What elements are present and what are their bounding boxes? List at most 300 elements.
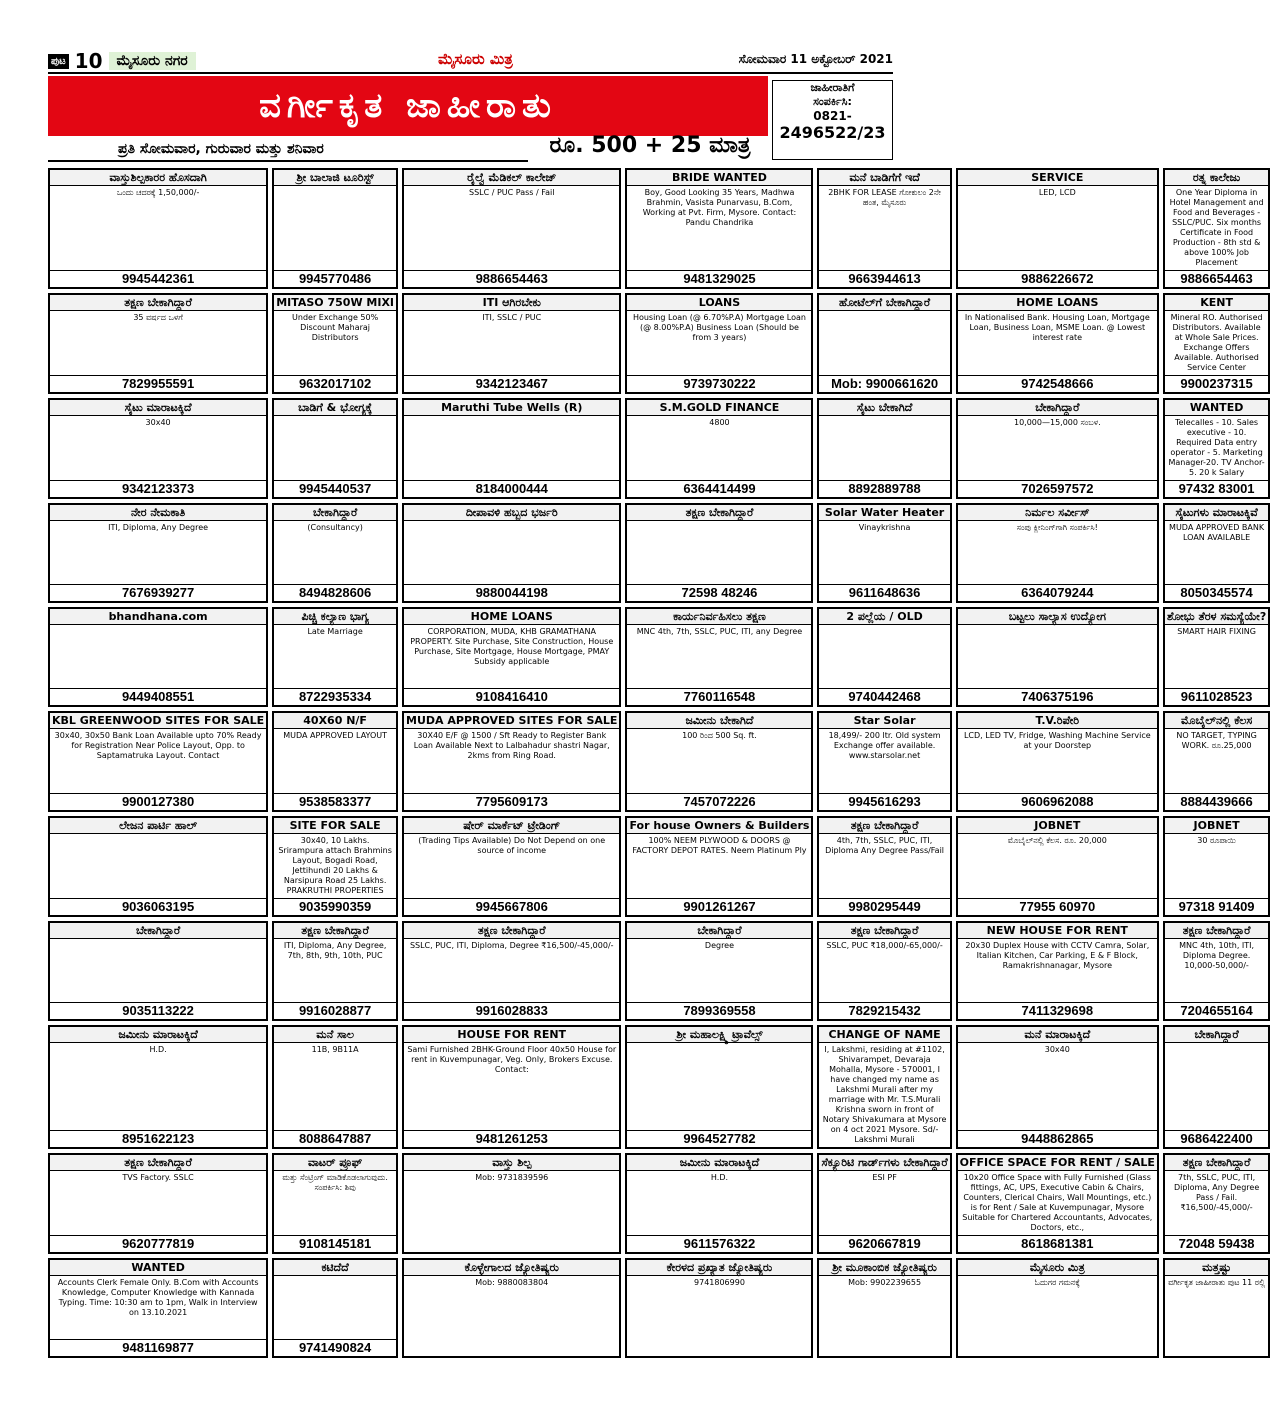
classified-ad — [817, 398, 951, 499]
ad-phone: 8184000444 — [404, 480, 619, 497]
ad-heading: ಮನೆ ಮಾರಾಟಕ್ಕಿದೆ — [958, 1027, 1157, 1043]
classified-ad — [817, 1025, 951, 1149]
ad-heading: ಕೇರಳದ ಪ್ರಖ್ಯಾತ ಜ್ಯೋತಿಷ್ಯರು — [627, 1260, 811, 1276]
ad-phone: 9916028833 — [404, 1002, 619, 1019]
ad-body — [50, 939, 266, 1002]
ad-phone: 9945616293 — [819, 793, 949, 810]
ad-heading: ನೇರ ನೇಮಕಾತಿ — [50, 505, 266, 521]
classified-ad — [402, 293, 621, 394]
ad-body: 30x40, 30x50 Bank Loan Available upto 70% Ready for Registration Near Police Layout, Opp. to Saptamatruka Layout. Contact — [54, 731, 262, 761]
ad-heading: SERVICE — [958, 170, 1157, 186]
classified-ad — [1163, 293, 1270, 394]
classified-ad — [272, 1258, 398, 1358]
ad-body — [627, 521, 811, 584]
ad-heading: HOME LOANS — [404, 609, 619, 625]
ad-heading: WANTED — [1165, 400, 1268, 416]
ad-heading: OFFICE SPACE FOR RENT / SALE — [959, 1155, 1155, 1169]
classified-ad — [956, 293, 1159, 394]
ad-heading: ಸೆಕ್ಯೂರಿಟಿ ಗಾರ್ಡ್‌ಗಳು ಬೇಕಾಗಿದ್ದಾರೆ — [821, 1155, 948, 1169]
ad-phone: 7829955591 — [50, 375, 266, 392]
ad-phone: 77955 60970 — [958, 898, 1157, 915]
ad-heading: ಬೇಕಾಗಿದ್ದಾರೆ — [50, 923, 266, 939]
ad-heading: ನಿರ್ಮಲ ಸರ್ವೀಸ್ — [958, 505, 1157, 521]
ad-heading: Maruthi Tube Wells (R) — [404, 400, 619, 416]
ad-heading: ಮೊಬೈಲ್‌ನಲ್ಲಿ ಕೆಲಸ — [1165, 713, 1268, 729]
classified-ad — [48, 1025, 268, 1149]
ad-phone: 9916028877 — [274, 1002, 396, 1019]
ad-phone: 9342123373 — [50, 480, 266, 497]
ad-body: Mineral RO. Authorised Distributors. Available at Whole Sale Prices. Exchange Offers Available. Authorised Service Center — [1170, 313, 1263, 372]
ad-phone: 9632017102 — [274, 375, 396, 392]
classified-ad — [1163, 1258, 1270, 1358]
ad-body: MNC 4th, 7th, SSLC, PUC, ITI, any Degree — [636, 627, 803, 637]
ad-price: ರೂ. 500 + 25 ಮಾತ್ರ — [549, 133, 751, 158]
classified-ad — [272, 607, 398, 707]
ad-body: MUDA APPROVED LAYOUT — [283, 731, 388, 741]
ad-heading: ಜಮೀನು ಬೇಕಾಗಿದೆ — [627, 713, 811, 729]
ad-phone: 9108416410 — [404, 688, 619, 705]
ad-phone: 9481169877 — [50, 1339, 266, 1356]
ad-body — [819, 625, 949, 688]
publication-frequency: ಪ್ರತಿ ಸೋಮವಾರ, ಗುರುವಾರ ಮತ್ತು ಶನಿವಾರ — [48, 136, 528, 162]
ad-body: 10,000—15,000 ಸಂಬಳ. — [1013, 418, 1101, 427]
contact-line-1: ಜಾಹೀರಾತಿಗೆ — [810, 81, 855, 94]
ad-phone: 9686422400 — [1165, 1130, 1268, 1147]
ad-heading: WANTED — [50, 1260, 266, 1276]
ad-heading: ರೈಲ್ವೆ ಮೆಡಿಕಲ್ ಕಾಲೇಜ್ — [404, 170, 619, 186]
ad-heading: Solar Water Heater — [819, 505, 949, 521]
ad-heading: ಮೈಸೂರು ಮಿತ್ರ — [958, 1260, 1157, 1276]
ad-body: LED, LCD — [1038, 188, 1076, 197]
classified-ad — [956, 168, 1159, 289]
ad-body — [404, 416, 619, 480]
classified-ad — [402, 1025, 621, 1149]
ad-heading: ಸೈಟುಗಳು ಮಾರಾಟಕ್ಕಿವೆ — [1165, 505, 1268, 521]
ad-heading: ತಕ್ಷಣ ಬೇಕಾಗಿದ್ದಾರೆ — [627, 505, 811, 521]
ad-heading: ಶೋಭು ತೆರಳ ಸಮಸ್ಯೆಯೇ? — [1166, 610, 1267, 624]
ad-body — [50, 625, 266, 688]
classified-ad — [625, 816, 813, 917]
ad-phone: 7760116548 — [627, 688, 811, 705]
ad-body: Mob: 9880083804 — [475, 1277, 549, 1287]
ad-heading: ತಕ್ಷಣ ಬೇಕಾಗಿದ್ದಾರೆ — [50, 1155, 266, 1171]
ad-heading: T.V.ರಿಪೇರಿ — [958, 713, 1157, 729]
classified-ad — [48, 1153, 268, 1254]
classified-ad — [48, 168, 268, 289]
ad-body: ಮತ್ತು ಸೆಂಟ್ರಿಂಗ್ ಮಾಡಿಕೊಡಲಾಗುವುದು. ಸಂಪರ್ಕಿಸಿ: ಶಿವು — [282, 1172, 388, 1192]
ad-phone: Mob: 9900661620 — [819, 375, 949, 392]
ad-phone: 8892889788 — [819, 480, 949, 497]
ad-body: Mob: 9902239655 — [848, 1277, 922, 1287]
classified-ad — [1163, 1153, 1270, 1254]
classified-ad — [402, 1153, 621, 1254]
ad-heading: ತಕ್ಷಣ ಬೇಕಾಗಿದ್ದಾರೆ — [819, 923, 949, 939]
classified-ad — [1163, 168, 1270, 289]
classified-ad — [272, 711, 398, 811]
classified-ad — [48, 1258, 268, 1358]
classified-ad — [625, 1025, 813, 1149]
classified-ad — [272, 1025, 398, 1149]
ad-heading: ಬೇಕಾಗಿದ್ದಾರೆ — [274, 505, 396, 521]
ad-heading: ತಕ್ಷಣ ಬೇಕಾಗಿದ್ದಾರೆ — [1165, 923, 1268, 939]
classified-ad — [956, 398, 1159, 499]
ad-phone: 7411329698 — [958, 1002, 1157, 1019]
ad-heading: BRIDE WANTED — [627, 170, 811, 186]
classified-ad — [625, 503, 813, 603]
classified-ad — [48, 503, 268, 603]
ad-body: SSLC / PUC Pass / Fail — [468, 188, 555, 197]
classified-ad — [1163, 607, 1270, 707]
ad-heading: KENT — [1165, 295, 1268, 311]
ad-phone: 9740442468 — [819, 688, 949, 705]
ad-phone: 9900127380 — [50, 793, 266, 810]
ad-heading: ತಕ್ಷಣ ಬೇಕಾಗಿದ್ದಾರೆ — [50, 295, 266, 311]
ad-phone: 9886654463 — [1165, 270, 1268, 287]
ad-body: 30x40, 10 Lakhs. Srirampura attach Brahmins Layout, Bogadi Road, Jettihundi 20 Lakhs & Narsipura Road 25 Lakhs. PRAKRUTHI PROPERTIES — [278, 835, 392, 895]
classified-ad — [625, 711, 813, 811]
classified-ad — [272, 921, 398, 1021]
ad-body: Late Marriage — [307, 627, 363, 637]
classified-ad — [1163, 503, 1270, 603]
ad-phone: 7829215432 — [819, 1002, 949, 1019]
ad-heading: ಬೇಕಾಗಿದ್ದಾರೆ — [1165, 1027, 1268, 1043]
ad-body: ಮೊಬೈಲ್‌ನಲ್ಲಿ ಕೆಲಸ. ರೂ. 20,000 — [1007, 835, 1107, 845]
classified-ad — [402, 398, 621, 499]
ad-body: 20x30 Duplex House with CCTV Camra, Solar, Italian Kitchen, Car Parking, E & F Block, Ramakrishnanagar, Mysore — [965, 940, 1150, 970]
classified-ad — [956, 711, 1159, 811]
ad-heading: ITI ಆಗಿರಬೇಕು — [404, 295, 619, 311]
ad-body: TVS Factory. SSLC — [122, 1172, 194, 1182]
classified-ad — [1163, 816, 1270, 917]
ad-heading: ಬೇಕಾಗಿದ್ದಾರೆ — [627, 923, 811, 939]
classified-ad — [402, 168, 621, 289]
ad-heading: ರತ್ನ ಕಾಲೇಜು — [1165, 170, 1268, 186]
ad-phone: 7795609173 — [404, 793, 619, 810]
ad-body: H.D. — [710, 1172, 729, 1182]
ad-body: 2BHK FOR LEASE ಗೋಕುಲಂ 2ನೇ ಹಂತ, ಮೈಸೂರು — [828, 188, 941, 207]
ad-body: Boy, Good Looking 35 Years, Madhwa Brahmin, Vasista Punarvasu, B.Com, Working at Pvt. Firm, Mysore. Contact: Pandu Chandrika — [642, 188, 797, 227]
ad-body: ITI, Diploma, Any Degree — [108, 523, 209, 532]
ad-body: MNC 4th, 10th, ITI, Diploma Degree. 10,000-50,000/- — [1179, 940, 1255, 970]
ad-body: 100% NEEM PLYWOOD & DOORS @ FACTORY DEPOT RATES. Neem Platinum Ply — [632, 835, 807, 855]
ad-phone: 7457072226 — [627, 793, 811, 810]
ad-heading: ಜಮೀನು ಮಾರಾಟಕ್ಕಿದೆ — [627, 1155, 811, 1171]
ad-heading: ಸೈಟು ಮಾರಾಟಕ್ಕಿದೆ — [50, 400, 266, 416]
ad-body: 11B, 9B11A — [311, 1044, 359, 1054]
ad-body: MUDA APPROVED BANK LOAN AVAILABLE — [1169, 523, 1265, 542]
ad-body: SSLC, PUC, ITI, Diploma, Degree ₹16,500/-45,000/- — [409, 940, 614, 950]
ad-body: 18,499/- 200 ltr. Old system Exchange offer available. www.starsolar.net — [828, 731, 941, 761]
classified-ad — [956, 503, 1159, 603]
classified-ad — [956, 1153, 1159, 1254]
ad-heading: ಲೇಜನ ಪಾರ್ಟಿ ಹಾಲ್ — [50, 818, 266, 834]
ad-body: 10x20 Office Space with Fully Furnished (Glass fittings, AC, UPS, Executive Cabin & Chairs, Counters, Clerical Chairs, Wall Mountings, etc.) is for Rent / Sale at Kuvempunagar, Mysore Suitable for Chartered Accountants, Advocates, Doctors, etc., — [962, 1172, 1153, 1232]
ad-heading: For house Owners & Builders — [629, 818, 810, 832]
classified-ad — [402, 921, 621, 1021]
classified-ad — [625, 607, 813, 707]
ad-heading: KBL GREENWOOD SITES FOR SALE — [52, 714, 265, 728]
classified-ad — [272, 398, 398, 499]
ad-body — [404, 521, 619, 584]
classified-ad — [48, 607, 268, 707]
ad-heading: ದೀಪಾವಳಿ ಹಬ್ಬದ ಭರ್ಜರಿ — [404, 505, 619, 521]
ad-heading: MITASO 750W MIXI — [276, 296, 395, 309]
ad-phone: 9481329025 — [627, 270, 811, 287]
ad-heading: ತಕ್ಷಣ ಬೇಕಾಗಿದ್ದಾರೆ — [404, 923, 619, 939]
ad-body: 30X40 E/F @ 1500 / Sft Ready to Register Bank Loan Available Next to Lalbahadur shastri Nagar, 2kms from Ring Road. — [413, 731, 610, 761]
ad-body: Accounts Clerk Female Only. B.Com with Accounts Knowledge, Computer Knowledge with Kannada Typing. Time: 10:30 am to 1pm, Walk in Interview on 13.10.2021 — [57, 1277, 259, 1317]
classified-ad — [956, 1258, 1159, 1358]
ad-heading: 40X60 N/F — [274, 713, 396, 729]
ad-body: NO TARGET, TYPING WORK. ರೂ.25,000 — [1176, 731, 1257, 751]
ad-body — [958, 625, 1157, 688]
ad-heading: ಮನೆ ಸಾಲ — [274, 1027, 396, 1043]
classified-ads-grid — [48, 168, 1267, 1358]
ad-heading: ಪಿಚ್ಚಿ ಕಲ್ಯಾಣ ಭಾಗ್ಯ — [274, 609, 396, 625]
classified-ad — [817, 168, 951, 289]
ad-phone: 9036063195 — [50, 898, 266, 915]
section-name: ಮೈಸೂರು ನಗರ — [109, 52, 196, 70]
classified-ad — [817, 293, 951, 394]
classified-ad — [272, 293, 398, 394]
ad-phone: 97432 83001 — [1165, 480, 1268, 497]
ad-body: LCD, LED TV, Fridge, Washing Machine Service at your Doorstep — [963, 731, 1151, 751]
ad-phone: 8884439666 — [1165, 793, 1268, 810]
ad-phone: 8951622123 — [50, 1130, 266, 1147]
classified-ad — [272, 503, 398, 603]
ad-phone: 9035113222 — [50, 1002, 266, 1019]
ad-phone: 9663944613 — [819, 270, 949, 287]
classified-ad — [817, 1153, 951, 1254]
ad-heading: ಕಟಿದೆದೆ — [274, 1260, 396, 1276]
ad-body: 30 ರೂಪಾಯಿ — [1197, 835, 1236, 845]
ad-body: SMART HAIR FIXING — [1177, 627, 1256, 637]
ad-phone: 9611576322 — [627, 1235, 811, 1252]
ad-body — [50, 834, 266, 898]
ad-body: 100 ರಿಂದ 500 Sq. ft. — [682, 731, 757, 741]
ad-body — [819, 311, 949, 375]
ad-heading: HOUSE FOR RENT — [404, 1027, 619, 1043]
ad-body — [274, 416, 396, 480]
page-title: ವರ್ಗೀಕೃತ ಜಾಹೀರಾತು — [48, 76, 768, 136]
ad-body: ಒಂದು ಚದರಕ್ಕೆ 1,50,000/- — [116, 188, 200, 197]
ad-phone: 9886226672 — [958, 270, 1157, 287]
ad-body: ಸಂಪು ಕ್ಲೀನಿಂಗ್‌ಗಾಗಿ ಸಂಪರ್ಕಿಸಿ! — [1016, 523, 1098, 532]
classified-ad — [48, 398, 268, 499]
classified-ad — [817, 503, 951, 603]
ad-phone: 9964527782 — [627, 1130, 811, 1147]
classified-ad — [272, 168, 398, 289]
ad-heading: ಸೈಟು ಬೇಕಾಗಿದೆ — [819, 400, 949, 416]
ad-phone: 8494828606 — [274, 584, 396, 601]
ad-phone: 9900237315 — [1165, 375, 1268, 392]
classified-ad — [817, 816, 951, 917]
classified-ad — [48, 711, 268, 811]
classified-ad — [817, 1258, 951, 1358]
classified-ad — [956, 1025, 1159, 1149]
ad-phone: 9342123467 — [404, 375, 619, 392]
ad-body: 30x40 — [145, 418, 171, 427]
ad-body: Under Exchange 50% Discount Maharaj Distributors — [292, 313, 379, 342]
ad-body: ITI, Diploma, Any Degree, 7th, 8th, 9th, 10th, PUC — [283, 940, 387, 960]
contact-line-2: ಸಂಪರ್ಕಿಸಿ: — [813, 95, 852, 108]
ad-phone: 7676939277 — [50, 584, 266, 601]
ad-body — [627, 1043, 811, 1130]
ad-phone: 8088647887 — [274, 1130, 396, 1147]
ad-heading: ಬಾಡಿಗೆ & ಭೋಗ್ಯಕ್ಕೆ — [274, 400, 396, 416]
classified-ad — [402, 607, 621, 707]
ad-body: One Year Diploma in Hotel Management and Food and Beverages - SSLC/PUC. Six months Certificate in Food Production - 8th std & above 100% Job Placement — [1169, 188, 1264, 267]
ad-heading: ಶ್ರೀ ಬಾಲಾಜಿ ಟೂರಿಸ್ಟ್ — [274, 170, 396, 186]
ad-phone: 9980295449 — [819, 898, 949, 915]
page-label: ಪುಟ — [48, 54, 69, 69]
classified-ad — [402, 816, 621, 917]
ad-body: Vinaykrishna — [858, 523, 911, 532]
ad-heading: ಕಾರ್ಯನಿರ್ವಹಿಸಲು ತಕ್ಷಣ — [627, 609, 811, 625]
ad-body — [819, 416, 949, 480]
page-number: 10 — [74, 49, 103, 73]
ad-heading: SITE FOR SALE — [274, 818, 396, 834]
ad-phone: 6364079244 — [958, 584, 1157, 601]
ad-heading: Star Solar — [819, 713, 949, 729]
ad-body: ಓದುಗರ ಗಮನಕ್ಕೆ — [1034, 1277, 1080, 1287]
ad-body: I, Lakshmi, residing at #1102, Shivarampet, Devaraja Mohalla, Mysore - 570001, I have changed my name as Lakshmi Murali after my marriage with Mr. T.S.Murali Krishna sworn in front of Notary Shivakumara at Mysore on 4 oct 2021 Mysore. Sd/- Lakshmi Murali — [822, 1044, 947, 1144]
ad-phone: 9449408551 — [50, 688, 266, 705]
ad-phone: 7899369558 — [627, 1002, 811, 1019]
contact-box — [772, 80, 893, 160]
ad-phone: 7026597572 — [958, 480, 1157, 497]
ad-body: In Nationalised Bank. Housing Loan, Mortgage Loan, Business Loan, MSME Loan. @ Lowest interest rate — [964, 313, 1150, 342]
ad-heading: NEW HOUSE FOR RENT — [958, 923, 1157, 939]
ad-body: ITI, SSLC / PUC — [482, 313, 542, 322]
ad-phone: 7406375196 — [958, 688, 1157, 705]
ad-phone: 9448862865 — [958, 1130, 1157, 1147]
ad-heading: ತಕ್ಷಣ ಬೇಕಾಗಿದ್ದಾರೆ — [1165, 1155, 1268, 1171]
classified-ad — [817, 921, 951, 1021]
classified-ad — [402, 503, 621, 603]
classified-ad — [956, 816, 1159, 917]
ad-phone: 9886654463 — [404, 270, 619, 287]
ad-phone: 7204655164 — [1165, 1002, 1268, 1019]
ad-heading: ಬಟ್ಟಲು ಸಾಲ್ಯಾಸ ಉದ್ಯೋಗ — [958, 609, 1157, 625]
ad-phone: 8722935334 — [274, 688, 396, 705]
ad-heading: ಕೊಳ್ಳೇಗಾಲದ ಜ್ಯೋತಿಷ್ಯರು — [404, 1260, 619, 1276]
classified-ad — [625, 398, 813, 499]
ad-phone: 9945770486 — [274, 270, 396, 287]
ad-body: 4800 — [709, 418, 730, 427]
ad-body: 35 ವರ್ಷದ ಒಳಗೆ — [133, 313, 183, 322]
ad-phone: 9901261267 — [627, 898, 811, 915]
classified-ad — [1163, 921, 1270, 1021]
ad-phone: 97318 91409 — [1165, 898, 1268, 915]
ad-heading: ಷೇರ್ ಮಾರ್ಕೆಟ್ ಟ್ರೇಡಿಂಗ್ — [404, 818, 619, 834]
ad-heading: ಮನೆ ಬಾಡಿಗೆಗೆ ಇದೆ — [819, 170, 949, 186]
ad-phone: 9606962088 — [958, 793, 1157, 810]
ad-heading: ಜಮೀನು ಮಾರಾಟಕ್ಕಿದೆ — [50, 1027, 266, 1043]
ad-phone: 9620667819 — [819, 1235, 949, 1252]
page-number-block — [48, 50, 196, 72]
classified-ad — [48, 293, 268, 394]
ad-body: 30x40 — [1044, 1044, 1070, 1054]
classified-ad — [956, 607, 1159, 707]
ad-phone: 9035990359 — [274, 898, 396, 915]
classified-ad — [48, 921, 268, 1021]
ad-heading: ವಾಟರ್ ಪ್ರೂಫ್ — [274, 1155, 396, 1171]
ad-phone: 9611028523 — [1165, 688, 1268, 705]
ad-phone: 6364414499 — [627, 480, 811, 497]
ad-body — [1165, 1043, 1268, 1130]
classified-ad — [48, 816, 268, 917]
issue-date: ಸೋಮವಾರ 11 ಅಕ್ಟೋಬರ್ 2021 — [738, 52, 893, 66]
ad-body: Mob: 9731839596 — [475, 1172, 549, 1182]
ad-heading: MUDA APPROVED SITES FOR SALE — [406, 714, 618, 728]
classified-ad — [625, 1153, 813, 1254]
ad-heading: ಶ್ರೀ ಮಹಾಲಕ್ಷ್ಮಿ ಟ್ರಾವೆಲ್ಸ್ — [627, 1027, 811, 1043]
ad-body: SSLC, PUC ₹18,000/-65,000/- — [826, 940, 943, 950]
ad-body: (Trading Tips Available) Do Not Depend on one source of income — [418, 835, 606, 855]
classified-ad — [625, 168, 813, 289]
ad-body: ESI PF — [872, 1172, 897, 1182]
ad-heading: ತಕ್ಷಣ ಬೇಕಾಗಿದ್ದಾರೆ — [274, 923, 396, 939]
ad-phone: 8618681381 — [958, 1235, 1157, 1252]
ad-phone: 9620777819 — [50, 1235, 266, 1252]
classified-ad — [956, 921, 1159, 1021]
ad-phone: 9742548666 — [958, 375, 1157, 392]
ad-body: Housing Loan (@ 6.70%P.A) Mortgage Loan (@ 8.00%P.A) Business Loan (Should be from 3 years) — [632, 313, 806, 342]
classified-ad — [1163, 711, 1270, 811]
ad-heading: ತಕ್ಷಣ ಬೇಕಾಗಿದ್ದಾರೆ — [819, 818, 949, 834]
classified-ad — [402, 711, 621, 811]
newspaper-name: ಮೈಸೂರು ಮಿತ್ರ — [438, 50, 513, 68]
ad-heading: JOBNET — [1165, 818, 1268, 834]
ad-phone: 9741490824 — [274, 1339, 396, 1356]
ad-body: H.D. — [149, 1044, 167, 1054]
ad-phone: 9481261253 — [404, 1130, 619, 1147]
ad-heading: 2 ಪಲ್ಲೆಯ / OLD — [819, 609, 949, 625]
ad-body: Sami Furnished 2BHK-Ground Floor 40x50 House for rent in Kuvempunagar, Veg. Only, Brokers Excuse. Contact: — [407, 1044, 617, 1074]
ad-body — [274, 1276, 396, 1339]
classified-ad — [272, 816, 398, 917]
ad-phone: 9945442361 — [50, 270, 266, 287]
classified-ad — [1163, 1025, 1270, 1149]
ad-phone: 72048 59438 — [1165, 1235, 1268, 1252]
ad-phone: 9880044198 — [404, 584, 619, 601]
classified-ad — [817, 711, 951, 811]
ad-heading: ಮತ್ತಷ್ಟು — [1165, 1260, 1268, 1276]
ad-body: ವರ್ಗೀಕೃತ ಜಾಹೀರಾತು ಪುಟ 11 ರಲ್ಲಿ — [1168, 1277, 1266, 1287]
ad-heading: ಹೋಟೆಲ್‌ಗೆ ಬೇಕಾಗಿದ್ದಾರೆ — [819, 295, 949, 311]
ad-phone: 9739730222 — [627, 375, 811, 392]
ad-body: CORPORATION, MUDA, KHB GRAMATHANA PROPERTY. Site Purchase, Site Construction, House Purchase, Site Mortgage, House Mortgage, PMAY Subsidy applicable — [410, 627, 614, 667]
ad-heading: S.M.GOLD FINANCE — [627, 400, 811, 416]
contact-phone: 2496522/23 — [779, 123, 886, 142]
ad-heading: bhandhana.com — [50, 609, 266, 625]
ad-phone: 9945440537 — [274, 480, 396, 497]
classified-ad — [402, 1258, 621, 1358]
classified-ad — [625, 293, 813, 394]
ad-body: Degree — [704, 940, 735, 950]
ad-phone: 72598 48246 — [627, 584, 811, 601]
ad-body — [274, 186, 396, 270]
ad-heading: HOME LOANS — [958, 295, 1157, 311]
ad-heading: LOANS — [627, 295, 811, 311]
ad-phone: 8050345574 — [1165, 584, 1268, 601]
contact-code: 0821- — [813, 109, 852, 123]
ad-phone: 9538583377 — [274, 793, 396, 810]
ad-phone: 9945667806 — [404, 898, 619, 915]
ad-heading: ಶ್ರೀ ಮೂಕಾಂಬಿಕ ಜ್ಯೋತಿಷ್ಯರು — [819, 1260, 949, 1276]
classified-ad — [625, 921, 813, 1021]
